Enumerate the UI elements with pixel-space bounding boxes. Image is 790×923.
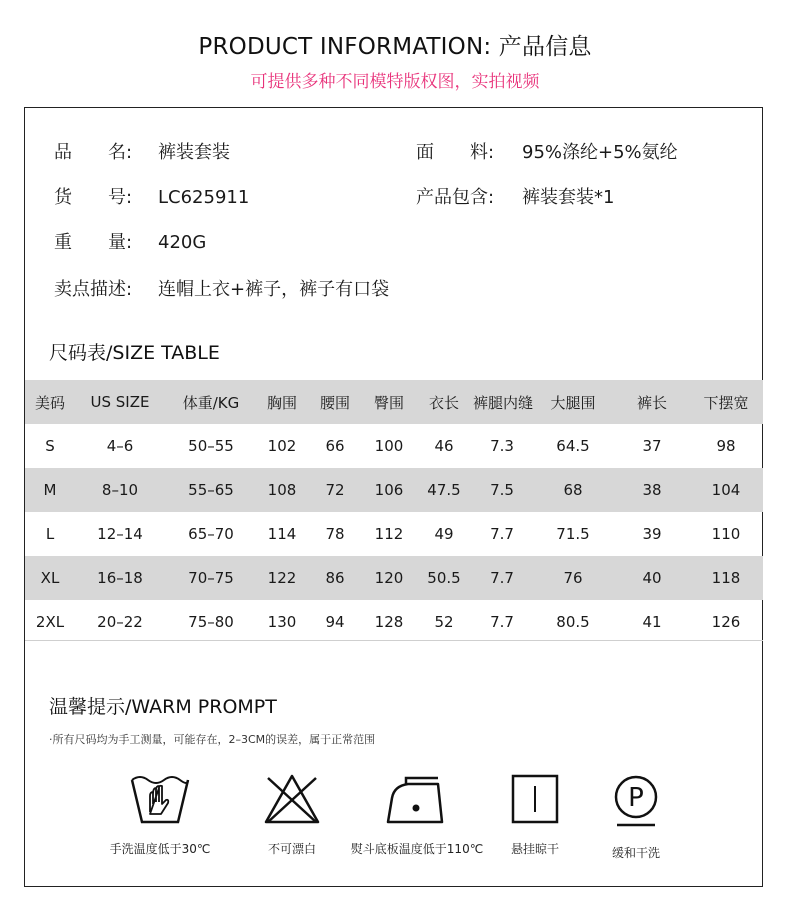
header-cell: 下摆宽 [703,393,749,412]
table-cell: 64.5 [556,437,590,455]
page-subtitle: 可提供多种不同模特版权图，实拍视频 [250,72,540,92]
table-cell: 110 [711,525,741,543]
selling-label: 卖点描述: [54,279,133,300]
table-cell: 49 [434,525,454,543]
table-cell: 39 [642,525,662,543]
hang-dry-icon [510,772,560,826]
table-cell: 46 [434,437,454,455]
table-cell: 100 [374,437,404,455]
care-item-iron [344,772,490,857]
table-cell: 41 [642,613,662,631]
table-cell: 7.5 [490,481,514,499]
care-item-hand-wash [100,772,220,857]
header-cell: 体重/KG [182,393,240,412]
info-name-row [54,138,230,164]
table-cell: 65–70 [188,525,234,543]
table-cell: 76 [563,569,583,587]
info-weight-row [54,228,206,254]
size-table-title: 尺码表/SIZE TABLE [49,342,220,364]
warm-prompt-title: 温馨提示/WARM PROMPT [49,696,277,718]
table-cell: 120 [374,569,404,587]
table-cell: 104 [711,481,741,499]
table-cell: 52 [434,613,454,631]
table-cell: 86 [325,569,345,587]
table-cell: 55–65 [188,481,234,499]
page-title: PRODUCT INFORMATION: 产品信息 [198,34,592,60]
info-material-row [416,138,678,164]
table-cell: 114 [267,525,297,543]
table-cell: 4–6 [106,437,134,455]
table-row [25,424,763,468]
table-cell: 75–80 [188,613,234,631]
header-cell: 臀围 [373,393,404,412]
table-bottom-rule [25,640,763,641]
table-cell: L [45,525,55,543]
header-cell: 裤腿内缝 [473,393,534,412]
table-cell: 112 [374,525,404,543]
table-cell: 7.3 [490,437,514,455]
material-label: 面 料: [416,142,495,163]
gentle-dry-clean-icon [611,772,661,830]
header-cell: 裤长 [636,393,667,412]
table-cell: XL [40,569,60,587]
table-cell: 20–22 [97,613,143,631]
material-value: 95%涤纶+5%氨纶 [522,142,678,163]
table-cell: 128 [374,613,404,631]
care-item-gentle-dry-clean [596,772,676,861]
table-cell: 122 [267,569,297,587]
table-cell: 94 [325,613,345,631]
table-cell: 98 [716,437,736,455]
hand-wash-icon [128,772,192,826]
table-cell: 40 [642,569,662,587]
table-cell: 78 [325,525,345,543]
table-cell: 16–18 [97,569,143,587]
header-cell: 美码 [34,393,65,412]
care-item-no-bleach [240,772,344,857]
table-cell: 50.5 [427,569,461,587]
header-cell: 腰围 [319,393,350,412]
info-selling-row [54,275,389,301]
selling-value: 连帽上衣+裤子，裤子有口袋 [158,279,390,300]
hang-dry-label: 悬挂晾干 [510,842,559,856]
table-cell: 7.7 [490,569,514,587]
table-cell: 38 [642,481,662,499]
table-cell: M [43,481,57,499]
table-cell: 72 [325,481,345,499]
header-cell: 大腿围 [550,393,596,412]
table-cell: 50–55 [188,437,234,455]
header-cell: US SIZE [90,393,150,411]
table-cell: 7.7 [490,613,514,631]
table-cell: 2XL [35,613,65,631]
table-cell: 71.5 [556,525,590,543]
iron-icon [384,772,450,826]
info-includes-row [416,183,614,209]
includes-label: 产品包含: [416,187,495,208]
header-cell: 衣长 [428,393,459,412]
table-cell: 102 [267,437,297,455]
table-cell: 80.5 [556,613,590,631]
table-row [25,512,763,556]
weight-value: 420G [158,232,207,253]
table-cell: 66 [325,437,345,455]
table-cell: 126 [711,613,741,631]
table-row [25,468,763,512]
code-value: LC625911 [158,187,250,208]
no-bleach-icon [262,772,322,826]
no-bleach-label: 不可漂白 [267,842,316,856]
table-cell: 130 [267,613,297,631]
weight-label: 重 量: [54,232,133,253]
name-value: 裤装套装 [158,142,230,163]
table-cell: S [45,437,55,455]
table-cell: 8–10 [101,481,139,499]
includes-value: 裤装套装*1 [522,187,615,208]
table-cell: 47.5 [427,481,461,499]
table-cell: 68 [563,481,583,499]
table-row [25,600,763,644]
info-code-row [54,183,249,209]
size-table [25,380,763,644]
svg-text:P: P [628,783,644,813]
table-cell: 37 [642,437,662,455]
table-cell: 12–14 [97,525,143,543]
code-label: 货 号: [54,187,133,208]
table-cell: 106 [374,481,404,499]
name-label: 品 名: [54,142,133,163]
table-row [25,556,763,600]
header-cell: 胸围 [266,393,297,412]
iron-label: 熨斗底板温度低于110℃ [350,842,484,856]
hand-wash-label: 手洗温度低于30℃ [109,842,211,856]
table-cell: 7.7 [490,525,514,543]
table-cell: 70–75 [188,569,234,587]
gentle-dry-clean-label: 缓和干洗 [611,846,660,860]
size-table-header-row [25,380,763,424]
care-item-hang-dry [500,772,570,857]
measurement-note: ·所有尺码均为手工测量，可能存在，2–3CM的误差，属于正常范围 [49,733,376,746]
table-cell: 118 [711,569,741,587]
table-cell: 108 [267,481,297,499]
